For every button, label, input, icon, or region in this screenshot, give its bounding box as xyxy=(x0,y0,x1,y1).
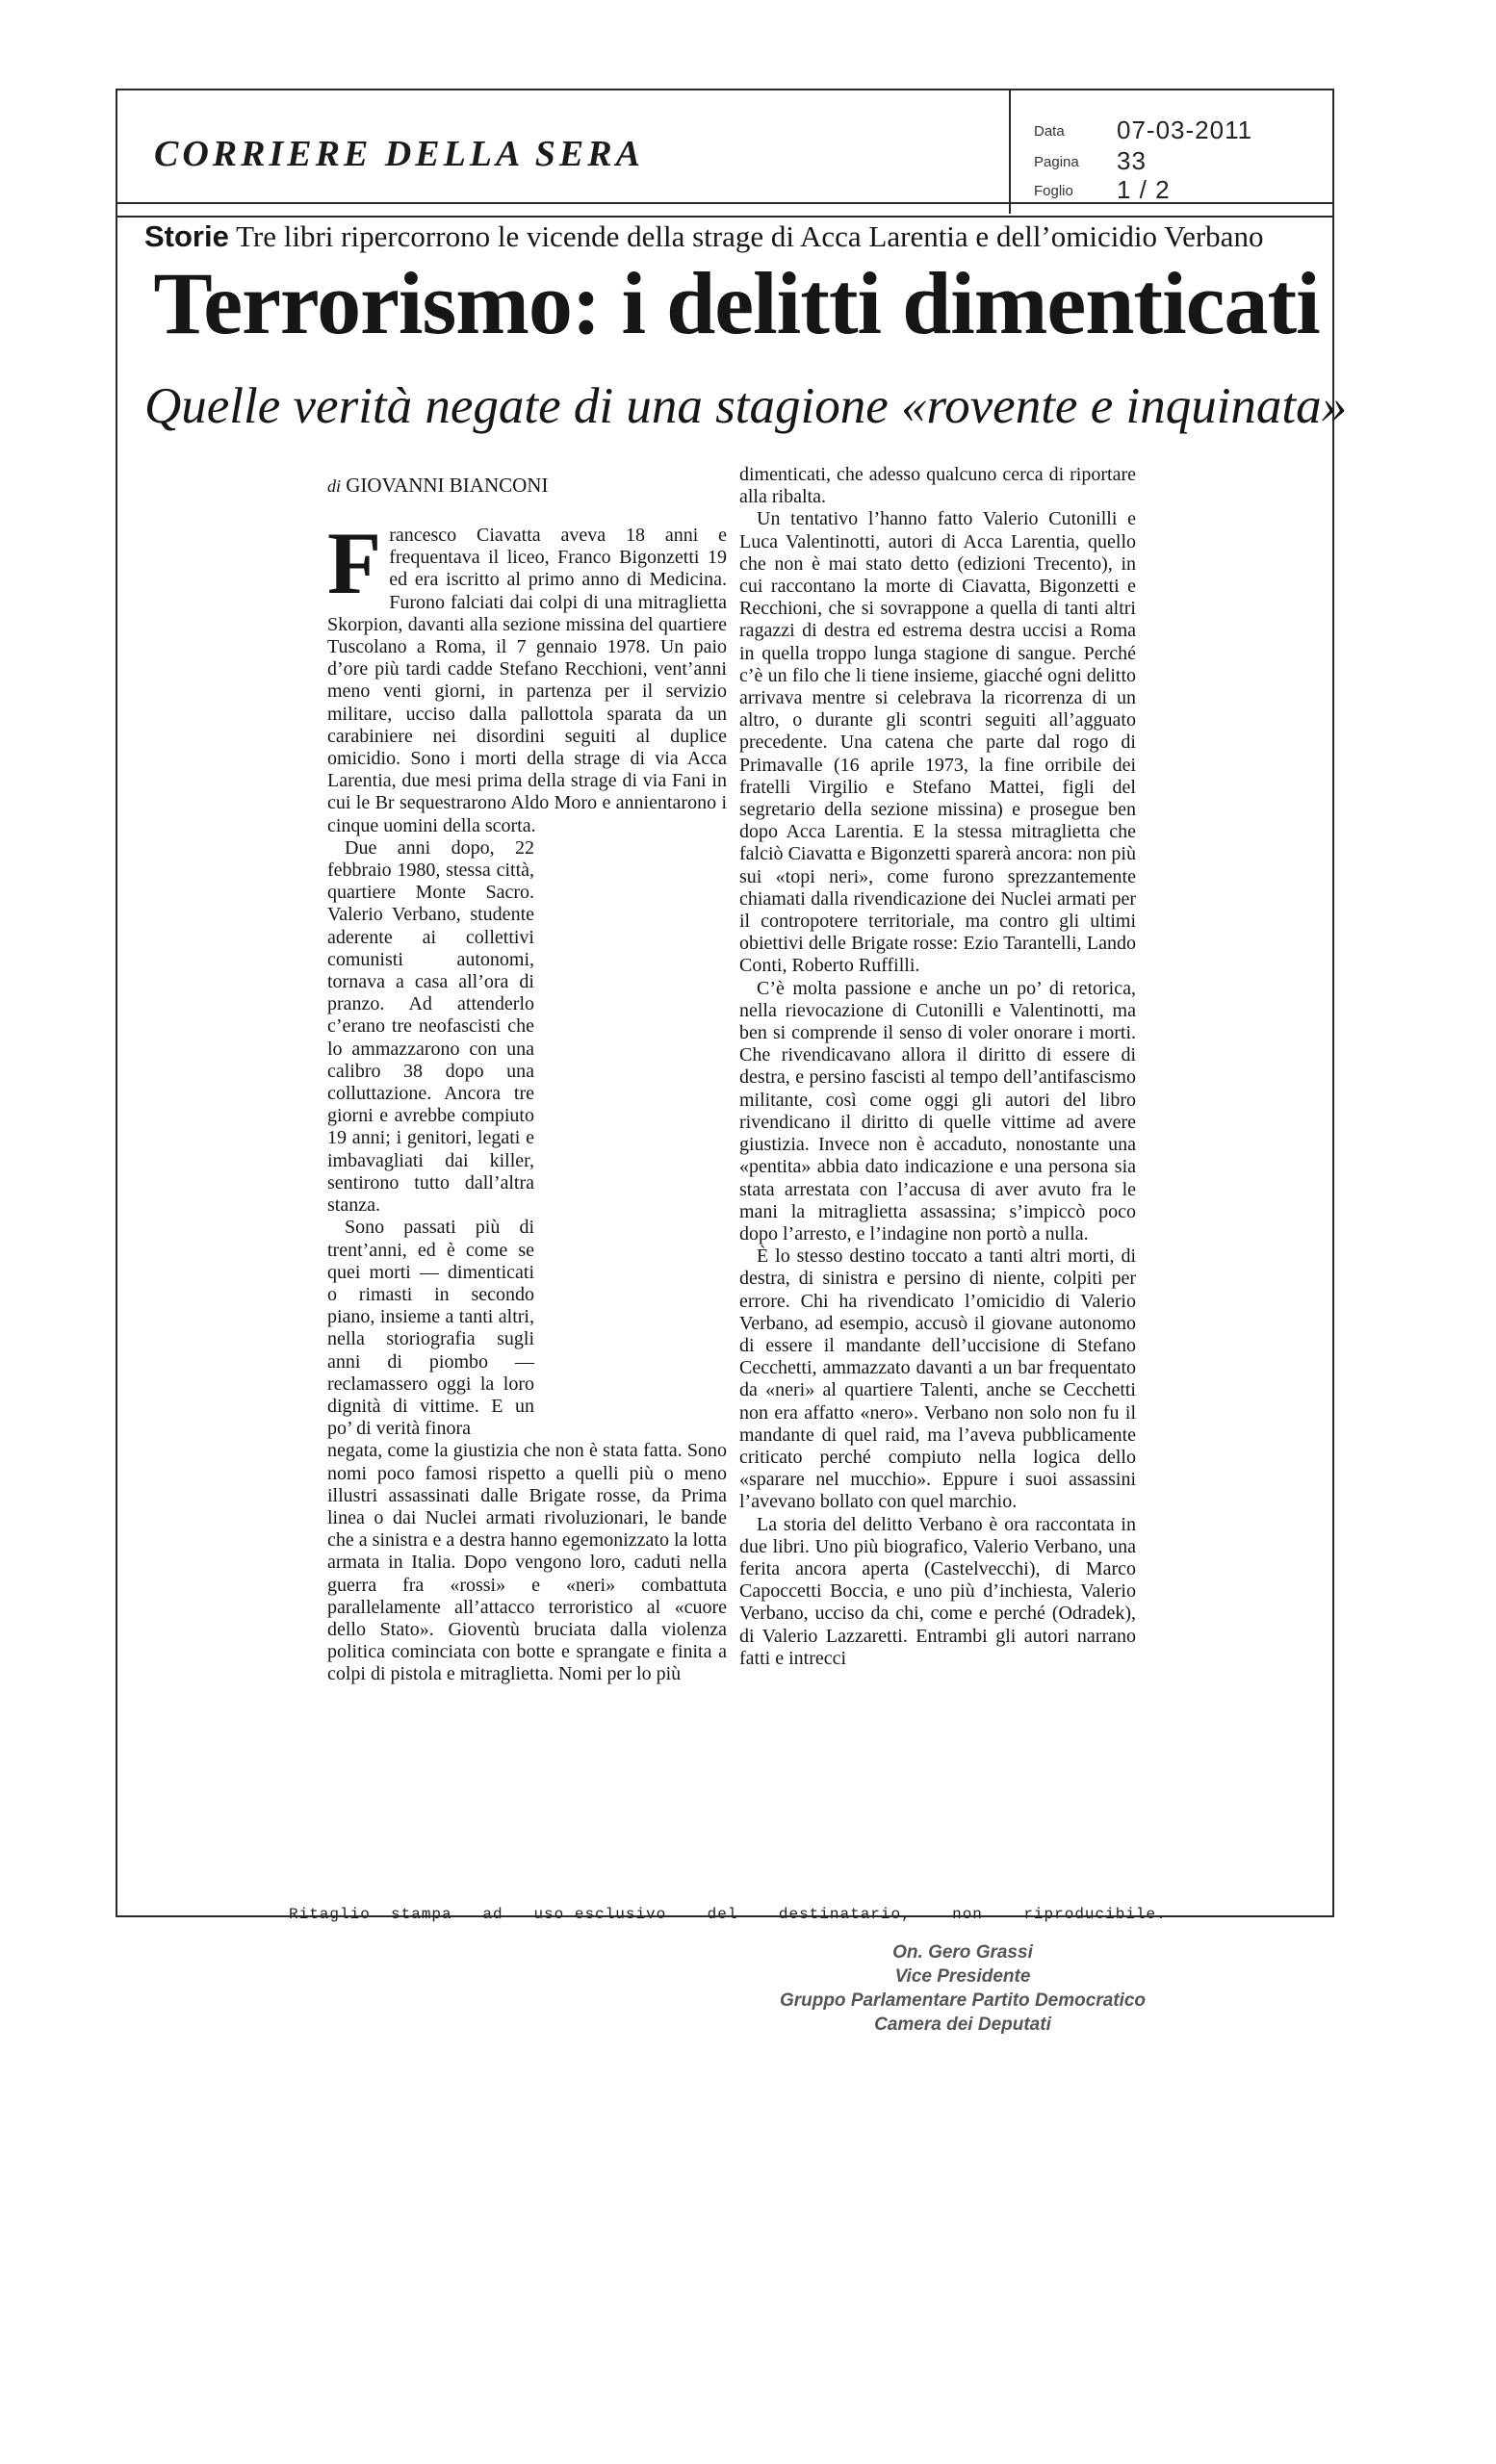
article-subtitle: Quelle verità negate di una stagione «rovente e inquinata» xyxy=(144,378,1348,434)
date-value: 07-03-2011 xyxy=(1117,116,1253,144)
date-label: Data xyxy=(1034,123,1065,140)
paragraph: È lo stesso destino toccato a tanti altri morti, di destra, di sinistra e persino di niente, colpiti per errore. Chi ha rivendicato l’omicidio di Valerio Verbano, ad esempio, accusò il giovane autonomo di essere il mandante dell’uccisione di Stefano Cecchetti, ammazzato davanti a un bar frequentato da «neri» al quartiere Talenti, anche se Cecchetti non era affatto «nero». Verbano non solo non fu il mandante di quel raid, ma l’aveva pubblicamente criticato perché compiuto nella logica dello «sparare nel mucchio». Eppure i suoi assassini l’avevano bollato con quel marchio. xyxy=(739,1245,1136,1513)
paragraph xyxy=(327,514,727,837)
stamp-group: Gruppo Parlamentare Partito Democratico xyxy=(779,1990,1147,2011)
paragraph: Sono passati più di trent’anni, ed è come se quei morti — dimenticati o rimasti in secondo piano, insieme a tanti altri, nella storiografia sugli anni di piombo — reclamassero oggi la loro dignità di vittime. E un po’ di verità finora xyxy=(327,1217,534,1440)
header-divider xyxy=(116,202,1334,204)
byline xyxy=(327,474,548,498)
paragraph: C’è molta passione e anche un po’ di retorica, nella rievocazione di Cutonilli e Valentinotti, ma ben si comprende il senso di voler onorare i morti. Che rivendicavano allora il diritto di essere di destra, e persino fascisti al tempo dell’antifascismo militante, così come oggi gli autori del libro rivendicano il diritto di quelle vittime ad avere giustizia. Invece non è accaduto, nonostante una «pentita» abbia dato indicazione e una persona sia stata arrestata con l’accusa di aver avuto fra le mani la mitraglietta assassina; s’impiccò poco dopo l’arresto, e l’indagine non portò a nulla. xyxy=(739,977,1136,1245)
kicker-label: Storie xyxy=(144,219,229,253)
copyright-notice: Ritaglio stampa ad uso esclusivo del destinatario, non riproducibile. xyxy=(289,1906,1167,1923)
kicker-text: Tre libri ripercorrono le vicende della strage di Acca Larentia e dell’omicidio Verbano xyxy=(236,219,1264,253)
page-label: Pagina xyxy=(1034,154,1079,170)
page-value: 33 xyxy=(1117,146,1147,175)
article-column-2 xyxy=(739,464,1136,1670)
paragraph: Un tentativo l’hanno fatto Valerio Cutonilli e Luca Valentinotti, autori di Acca Larentia, quello che non è mai stato detto (edizioni Trecento), in cui raccontano la morte di Ciavatta, Bigonzetti e Recchioni, che si sovrappone a quella di tanti altri ragazzi di destra ed estrema destra uccisi a Roma in quella troppo lunga stagione di sangue. Perché c’è un filo che li tiene insieme, giacché ogni delitto arrivava mentre si celebrava la ricorrenza di un altro, o durante gli scontri seguiti all’agguato precedente. Una catena che parte dal rogo di Primavalle (16 aprile 1973, la fine orribile dei fratelli Virgilio e Stefano Mattei, figli del segretario della sezione missina) e prosegue ben dopo Acca Larentia. E la stessa mitraglietta che falciò Ciavatta e Bigonzetti sparerà ancora: non più sui «topi neri», come furono sprezzantemente chiamati dalla rivendicazione dei Nuclei armati per il contropotere territoriale, ma contro gli ultimi obiettivi delle Brigate rosse: Ezio Tarantelli, Lando Conti, Roberto Ruffilli. xyxy=(739,508,1136,977)
stamp-role: Vice Presidente xyxy=(894,1966,1031,1987)
publication-logo: CORRIERE DELLA SERA xyxy=(154,134,644,174)
clipping-meta xyxy=(1009,90,1334,214)
article-column-1 xyxy=(327,514,727,1686)
byline-prefix: di xyxy=(327,476,342,496)
paragraph-text: rancesco Ciavatta aveva 18 anni e frequentava il liceo, Franco Bigonzetti 19 ed era iscritto al primo anno di Medicina. Furono falciati dai colpi di una mitraglietta Skorpion, davanti alla sezione missina del quartiere Tuscolano a Roma, il 7 gennaio 1978. Un paio d’ore più tardi cadde Stefano Recchioni, vent’anni meno venti giorni, in partenza per il servizio militare, ucciso dalla pallottola sparata da un carabiniere nei disordini seguiti al duplice omicidio. Sono i morti della strage di via Acca Larentia, due mesi prima della strage di via Fani in cui le Br sequestrarono Aldo Moro e annientarono i cinque uomini della scorta. xyxy=(327,525,727,836)
sheet-value: 1 / 2 xyxy=(1117,175,1171,204)
paragraph: negata, come la giustizia che non è stata fatta. Sono nomi poco famosi rispetto a quelli più o meno illustri assassinati dalle Brigate rosse, da Prima linea o dai Nuclei armati rivoluzionari, le bande che a sinistra e a destra hanno egemonizzato la lotta armata in Italia. Dopo vengono loro, caduti nella guerra fra «rossi» e «neri» combattuta parallelamente all’attacco terroristico al «cuore dello Stato». Gioventù bruciata dalla violenza politica cominciata con botte e sprangate e finita a colpi di pistola e mitraglietta. Nomi per lo più xyxy=(327,1440,727,1685)
drop-cap: F xyxy=(327,514,382,612)
stamp-institution: Camera dei Deputati xyxy=(874,2015,1051,2035)
byline-author: GIOVANNI BIANCONI xyxy=(346,474,549,497)
signature-stamp xyxy=(751,1940,1174,2037)
paragraph: La storia del delitto Verbano è ora raccontata in due libri. Uno più biografico, Valerio Verbano, una ferita ancora aperta (Castelvecchi), di Marco Capoccetti Boccia, e uno più d’inchiesta, Valerio Verbano, ucciso da chi, come e perché (Odradek), di Valerio Lazzaretti. Entrambi gli autori narrano fatti e intrecci xyxy=(739,1513,1136,1669)
paragraph: dimenticati, che adesso qualcuno cerca di riportare alla ribalta. xyxy=(739,464,1136,508)
stamp-name: On. Gero Grassi xyxy=(892,1942,1033,1963)
article-title: Terrorismo: i delitti dimenticati xyxy=(153,254,1320,352)
sheet-label: Foglio xyxy=(1034,183,1073,199)
paragraph: Due anni dopo, 22 febbraio 1980, stessa città, quartiere Monte Sacro. Valerio Verbano, studente aderente ai collettivi comunisti autonomi, tornava a casa all’ora di pranzo. Ad attenderlo c’erano tre neofascisti che lo ammazzarono con una calibro 38 dopo una colluttazione. Ancora tre giorni e avrebbe compiuto 19 anni; i genitori, legati e imbavagliati dai killer, sentirono tutto dall’altra stanza. xyxy=(327,836,534,1217)
kicker xyxy=(144,219,1263,254)
